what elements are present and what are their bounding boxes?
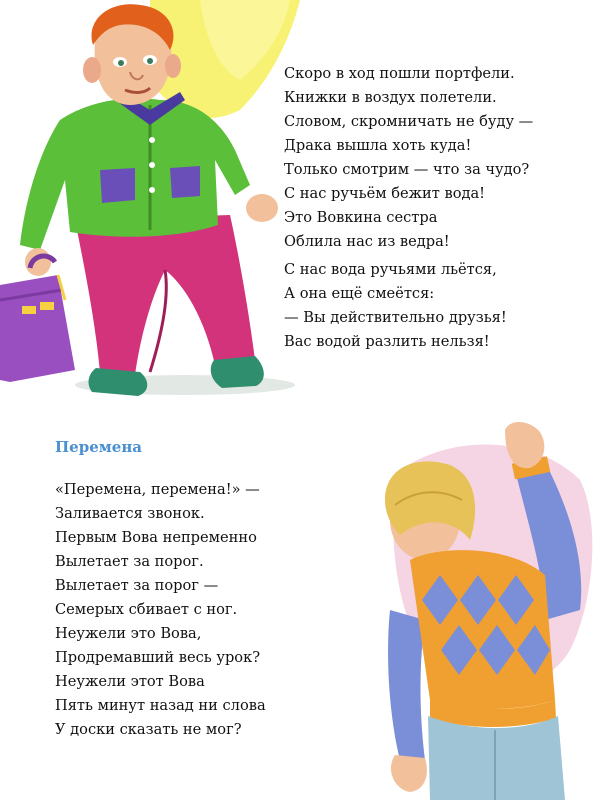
poem-line: Пять минут назад ни слова [55, 697, 266, 714]
poem-line: С нас вода ручьями льётся, [284, 261, 497, 278]
poem-line: Семерых сбивает с ног. [55, 601, 238, 618]
left-shoe [89, 368, 148, 396]
poem-line: — Вы действительно друзья! [284, 309, 507, 326]
poem-line: Вылетает за порог — [55, 577, 219, 594]
poem-line: Это Вовкина сестра [284, 209, 438, 226]
poem1-stanza2 [284, 258, 507, 354]
poem2-lines [55, 478, 266, 742]
poem-line: Вылетает за порог. [55, 553, 204, 570]
poem-line: У доски сказать не мог? [55, 721, 242, 738]
lower-hand [391, 755, 427, 792]
poem-line: Скоро в ход пошли портфели. [284, 65, 515, 82]
raised-hand [505, 422, 544, 468]
poem-line: Первым Вова непременно [55, 529, 257, 546]
right-shoe [211, 356, 264, 388]
poem-line: С нас ручьём бежит вода! [284, 185, 486, 202]
poem-line: Продремавший весь урок? [55, 649, 261, 666]
poem-line: Драка вышла хоть куда! [284, 137, 472, 154]
blond-hair [385, 461, 475, 540]
raised-arm [515, 462, 581, 620]
poem1-stanza1 [284, 62, 533, 254]
poem-line: Словом, скромничать не буду — [284, 113, 534, 130]
pink-wash [393, 445, 592, 689]
poem-title: Перемена [55, 438, 143, 456]
poem-line: Заливается звонок. [55, 505, 205, 522]
poem-line: А она ещё смеётся: [284, 285, 435, 302]
poem-line: «Перемена, перемена!» — [55, 481, 260, 498]
poem-line: Неужели это Вова, [55, 625, 202, 642]
poem-line: Книжки в воздух полетели. [284, 89, 497, 106]
right-fist [246, 194, 278, 222]
jeans [428, 716, 565, 800]
argyle-vest [410, 550, 555, 709]
poem-line: Облила нас из ведра! [284, 233, 450, 250]
poem-line: Только смотрим — что за чудо? [284, 161, 530, 178]
jacket-pocket-left [100, 168, 135, 203]
poem-line: Вас водой разлить нельзя! [284, 333, 490, 350]
poem-line: Неужели этот Вова [55, 673, 205, 690]
jacket-pocket-right [170, 166, 200, 198]
